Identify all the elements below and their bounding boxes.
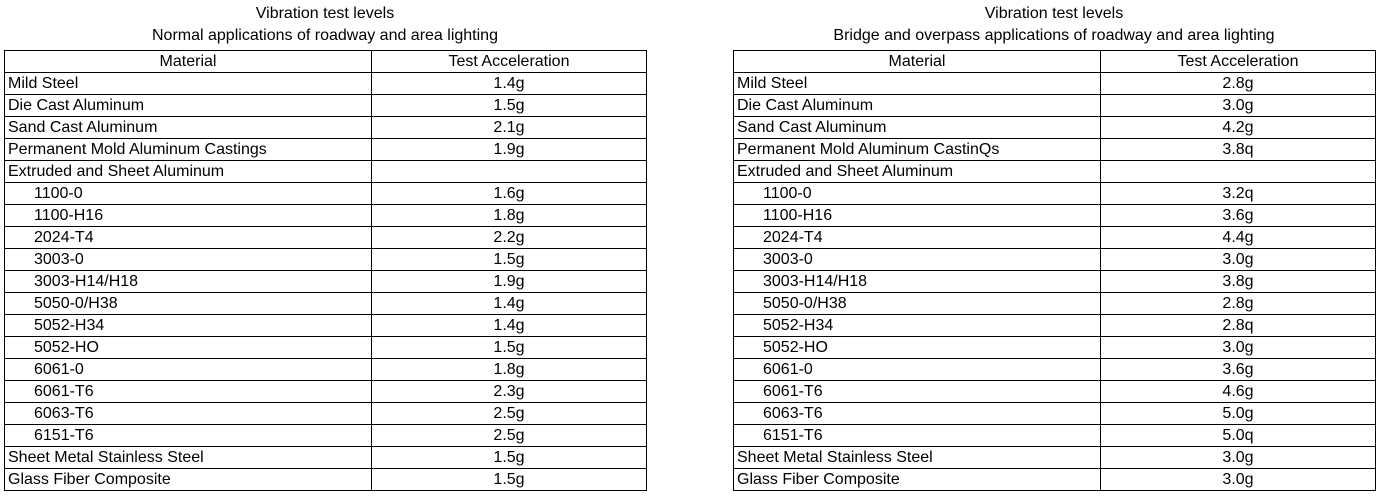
acceleration-cell: 1.5g <box>372 469 647 491</box>
material-cell: Mild Steel <box>734 73 1101 95</box>
table-subtitle: Normal applications of roadway and area lighting <box>152 27 498 44</box>
material-cell: 3003-0 <box>5 249 372 271</box>
material-cell: 6061-T6 <box>734 381 1101 403</box>
vibration-table-normal <box>4 50 647 491</box>
acceleration-cell: 2.5g <box>372 403 647 425</box>
material-cell: 6063-T6 <box>734 403 1101 425</box>
acceleration-cell: 1.5g <box>372 249 647 271</box>
material-cell: Permanent Mold Aluminum Castings <box>5 139 372 161</box>
table-row <box>734 249 1376 271</box>
table-row <box>734 425 1376 447</box>
acceleration-cell: 3.0g <box>1101 447 1376 469</box>
acceleration-cell: 5.0q <box>1101 425 1376 447</box>
material-cell: Glass Fiber Composite <box>734 469 1101 491</box>
material-cell: 6151-T6 <box>734 425 1101 447</box>
material-cell: Sheet Metal Stainless Steel <box>5 447 372 469</box>
acceleration-cell: 3.6g <box>1101 205 1376 227</box>
table-row <box>734 205 1376 227</box>
material-cell: 2024-T4 <box>5 227 372 249</box>
acceleration-cell: 2.5g <box>372 425 647 447</box>
table-row <box>5 249 647 271</box>
acceleration-cell: 4.6g <box>1101 381 1376 403</box>
acceleration-cell: 2.1g <box>372 117 647 139</box>
material-cell: 6151-T6 <box>5 425 372 447</box>
vibration-table-bridge <box>733 50 1376 491</box>
acceleration-cell: 1.9g <box>372 271 647 293</box>
table-row <box>5 271 647 293</box>
table-row <box>734 117 1376 139</box>
acceleration-cell: 3.0g <box>1101 469 1376 491</box>
table-row <box>734 293 1376 315</box>
material-column-header: Material <box>734 51 1101 73</box>
table-row <box>734 447 1376 469</box>
table-row <box>734 227 1376 249</box>
acceleration-cell: 1.5g <box>372 95 647 117</box>
acceleration-cell: 1.8g <box>372 205 647 227</box>
acceleration-cell: 2.2g <box>372 227 647 249</box>
material-cell: 1100-0 <box>5 183 372 205</box>
table-row <box>5 73 647 95</box>
table-row <box>734 315 1376 337</box>
material-column-header: Material <box>5 51 372 73</box>
acceleration-cell: 3.8g <box>1101 271 1376 293</box>
table-row <box>5 183 647 205</box>
material-cell: 5052-H34 <box>5 315 372 337</box>
acceleration-cell: 2.3g <box>372 381 647 403</box>
table-row <box>734 469 1376 491</box>
acceleration-cell: 3.0g <box>1101 249 1376 271</box>
table-row <box>734 95 1376 117</box>
acceleration-cell: 2.8g <box>1101 73 1376 95</box>
table-row <box>5 425 647 447</box>
acceleration-cell: 1.4g <box>372 293 647 315</box>
table-row <box>5 403 647 425</box>
acceleration-cell: 5.0g <box>1101 403 1376 425</box>
acceleration-cell <box>372 161 647 183</box>
table-panel-bridge <box>733 0 1375 491</box>
acceleration-cell: 2.8q <box>1101 315 1376 337</box>
material-cell: 3003-H14/H18 <box>734 271 1101 293</box>
table-row <box>734 73 1376 95</box>
table-row <box>5 293 647 315</box>
material-cell: Die Cast Aluminum <box>734 95 1101 117</box>
acceleration-column-header: Test Acceleration <box>1101 51 1376 73</box>
table-title: Vibration test levels <box>255 5 395 22</box>
table-row <box>5 315 647 337</box>
acceleration-cell: 3.0g <box>1101 95 1376 117</box>
acceleration-cell: 1.9g <box>372 139 647 161</box>
material-cell: 5050-0/H38 <box>734 293 1101 315</box>
table-row <box>5 447 647 469</box>
material-cell: Extruded and Sheet Aluminum <box>5 161 372 183</box>
table-row <box>734 359 1376 381</box>
material-cell: 6061-0 <box>734 359 1101 381</box>
material-cell: 5052-H34 <box>734 315 1101 337</box>
material-cell: 3003-H14/H18 <box>5 271 372 293</box>
table-panel-normal <box>4 0 646 491</box>
table-subtitle: Bridge and overpass applications of roadway and area lighting <box>833 27 1275 44</box>
table-row <box>5 117 647 139</box>
table-row <box>734 403 1376 425</box>
material-cell: 1100-H16 <box>5 205 372 227</box>
acceleration-cell: 1.6g <box>372 183 647 205</box>
acceleration-cell: 3.2q <box>1101 183 1376 205</box>
material-cell: Extruded and Sheet Aluminum <box>734 161 1101 183</box>
material-cell: 1100-H16 <box>734 205 1101 227</box>
material-cell: 1100-0 <box>734 183 1101 205</box>
table-row <box>5 227 647 249</box>
table-row <box>5 359 647 381</box>
table-row <box>5 469 647 491</box>
material-cell: 6061-0 <box>5 359 372 381</box>
material-cell: Sheet Metal Stainless Steel <box>734 447 1101 469</box>
material-cell: 5050-0/H38 <box>5 293 372 315</box>
table-row <box>734 183 1376 205</box>
acceleration-cell: 1.5g <box>372 337 647 359</box>
material-cell: Sand Cast Aluminum <box>5 117 372 139</box>
table-row <box>5 205 647 227</box>
table-row <box>5 161 647 183</box>
table-row <box>5 95 647 117</box>
material-cell: 5052-HO <box>734 337 1101 359</box>
acceleration-cell: 1.5g <box>372 447 647 469</box>
table-row <box>734 271 1376 293</box>
table-row <box>734 139 1376 161</box>
table-row <box>5 139 647 161</box>
table-header-row <box>5 51 647 73</box>
acceleration-cell: 3.8q <box>1101 139 1376 161</box>
material-cell: Mild Steel <box>5 73 372 95</box>
table-row <box>5 381 647 403</box>
acceleration-cell: 1.4g <box>372 73 647 95</box>
material-cell: 5052-HO <box>5 337 372 359</box>
table-row <box>734 337 1376 359</box>
table-header-row <box>734 51 1376 73</box>
acceleration-cell: 3.0g <box>1101 337 1376 359</box>
material-cell: 3003-0 <box>734 249 1101 271</box>
table-row <box>5 337 647 359</box>
acceleration-column-header: Test Acceleration <box>372 51 647 73</box>
acceleration-cell: 1.8g <box>372 359 647 381</box>
acceleration-cell <box>1101 161 1376 183</box>
acceleration-cell: 2.8g <box>1101 293 1376 315</box>
acceleration-cell: 1.4g <box>372 315 647 337</box>
material-cell: Sand Cast Aluminum <box>734 117 1101 139</box>
material-cell: 6061-T6 <box>5 381 372 403</box>
acceleration-cell: 3.6g <box>1101 359 1376 381</box>
material-cell: Die Cast Aluminum <box>5 95 372 117</box>
acceleration-cell: 4.4g <box>1101 227 1376 249</box>
acceleration-cell: 4.2g <box>1101 117 1376 139</box>
table-row <box>734 161 1376 183</box>
table-title: Vibration test levels <box>984 5 1124 22</box>
material-cell: 6063-T6 <box>5 403 372 425</box>
table-row <box>734 381 1376 403</box>
material-cell: 2024-T4 <box>734 227 1101 249</box>
material-cell: Permanent Mold Aluminum CastinQs <box>734 139 1101 161</box>
material-cell: Glass Fiber Composite <box>5 469 372 491</box>
